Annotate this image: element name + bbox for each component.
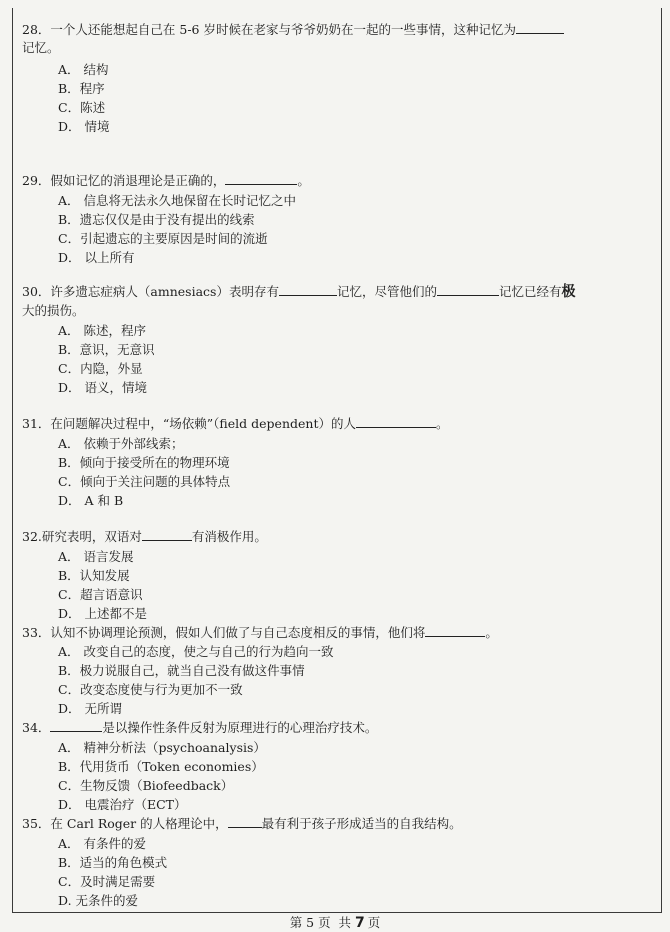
question-30-text-end: 记忆已经有: [498, 284, 562, 299]
question-32-option-a: A． 语言发展: [58, 549, 134, 564]
question-29-option-c: C．引起遗忘的主要原因是时间的流逝: [58, 231, 268, 246]
question-31-option-b: B．倾向于接受所在的物理环境: [58, 455, 230, 470]
question-30-text-mid: 记忆，尽管他们的: [336, 284, 437, 299]
question-32-stem: [22, 529, 267, 545]
question-32-option-d: D． 上述都不是: [58, 606, 147, 621]
question-28-option-d: D． 情境: [58, 119, 110, 134]
question-35-option-d: D. 无条件的爱: [58, 893, 139, 908]
question-30-option-c: C．内隐，外显: [58, 361, 143, 376]
question-33-text-end: 。: [485, 625, 498, 640]
question-30-option-d: D． 语义，情境: [58, 380, 147, 395]
answer-blank: [425, 626, 485, 637]
question-29-text: 29．假如记忆的消退理论是正确的，: [22, 173, 226, 188]
total-label: 共: [338, 915, 352, 930]
question-31-text: 31．在问题解决过程中，“场依赖”（field dependent）的人: [22, 416, 356, 431]
question-28-option-c: C．陈述: [58, 100, 106, 115]
question-30-stem: [22, 284, 574, 300]
answer-blank: [437, 285, 499, 296]
page-number: 第 5 页: [289, 915, 331, 930]
question-33-option-c: C．改变态度使与行为更加不一致: [58, 682, 243, 697]
question-33-stem: [22, 625, 498, 641]
question-33-option-b: B．极力说服自己，就当自己没有做这件事情: [58, 663, 305, 678]
question-30-text: 30．许多遗忘症病人（amnesiacs）表明存有: [22, 284, 279, 299]
question-28-stem: [22, 22, 564, 38]
question-35-text: 35．在 Carl Roger 的人格理论中，: [22, 816, 228, 831]
question-33-option-d: D． 无所谓: [58, 701, 122, 716]
question-35-text-end: 最有利于孩子形成适当的自我结构。: [261, 816, 462, 831]
answer-blank: [356, 417, 436, 428]
question-34-text-end: 是以操作性条件反射为原理进行的心理治疗技术。: [102, 720, 378, 735]
question-31-option-a: A． 依赖于外部线索；: [58, 436, 184, 451]
question-33-text: 33．认知不协调理论预测，假如人们做了与自己态度相反的事情，他们将: [22, 625, 426, 640]
question-35-stem: [22, 816, 462, 832]
question-28-text: 28．一个人还能想起自己在 5-6 岁时候在老家与爷爷奶奶在一起的一些事情，这种记忆为: [22, 22, 516, 37]
question-32-text: 32.研究表明，双语对: [22, 529, 142, 544]
question-34-text: 34．: [22, 720, 51, 735]
question-32-option-b: B．认知发展: [58, 568, 130, 583]
question-28-option-a: A． 结构: [58, 62, 109, 77]
answer-blank: [279, 285, 337, 296]
answer-blank: [225, 174, 297, 185]
question-32-option-c: C．超言语意识: [58, 587, 143, 602]
question-30-option-b: B．意识，无意识: [58, 342, 155, 357]
question-29-option-b: B．遗忘仅仅是由于没有提出的线索: [58, 212, 255, 227]
question-34-option-a: A． 精神分析法（psychoanalysis）: [58, 740, 266, 755]
question-28-option-b: B．程序: [58, 81, 105, 96]
question-29-text-end: 。: [297, 173, 310, 188]
question-33-option-a: A． 改变自己的态度，使之与自己的行为趋向一致: [58, 644, 334, 659]
question-32-text-end: 有消极作用。: [191, 529, 267, 544]
handwritten-char: 极: [561, 284, 575, 300]
question-28-stem-cont: 记忆。: [22, 40, 60, 55]
page-footer: [0, 916, 670, 930]
answer-blank: [50, 721, 102, 732]
question-29-option-a: A． 信息将无法永久地保留在长时记忆之中: [58, 193, 297, 208]
question-35-option-c: C．及时满足需要: [58, 874, 156, 889]
question-34-stem: [22, 720, 377, 736]
question-31-text-end: 。: [435, 416, 449, 431]
answer-blank: [228, 817, 262, 828]
question-30-option-a: A． 陈述，程序: [58, 323, 147, 338]
question-34-option-d: D． 电震治疗（ECT）: [58, 797, 187, 812]
answer-blank: [142, 530, 192, 541]
answer-blank: [516, 23, 564, 34]
question-30-stem-cont: 大的损伤。: [22, 303, 85, 318]
handwritten-total: 7: [355, 915, 364, 931]
question-34-option-c: C．生物反馈（Biofeedback）: [58, 778, 234, 793]
question-31-option-c: C．倾向于关注问题的具体特点: [58, 474, 231, 489]
question-35-option-a: A． 有条件的爱: [58, 836, 147, 851]
question-31-option-d: D． A 和 B: [58, 493, 124, 508]
page-suffix: 页: [367, 915, 381, 930]
question-34-option-b: B．代用货币（Token economies）: [58, 759, 264, 774]
question-31-stem: [22, 416, 448, 432]
question-29-option-d: D． 以上所有: [58, 250, 135, 265]
question-29-stem: [22, 173, 310, 189]
question-35-option-b: B．适当的角色模式: [58, 855, 168, 870]
